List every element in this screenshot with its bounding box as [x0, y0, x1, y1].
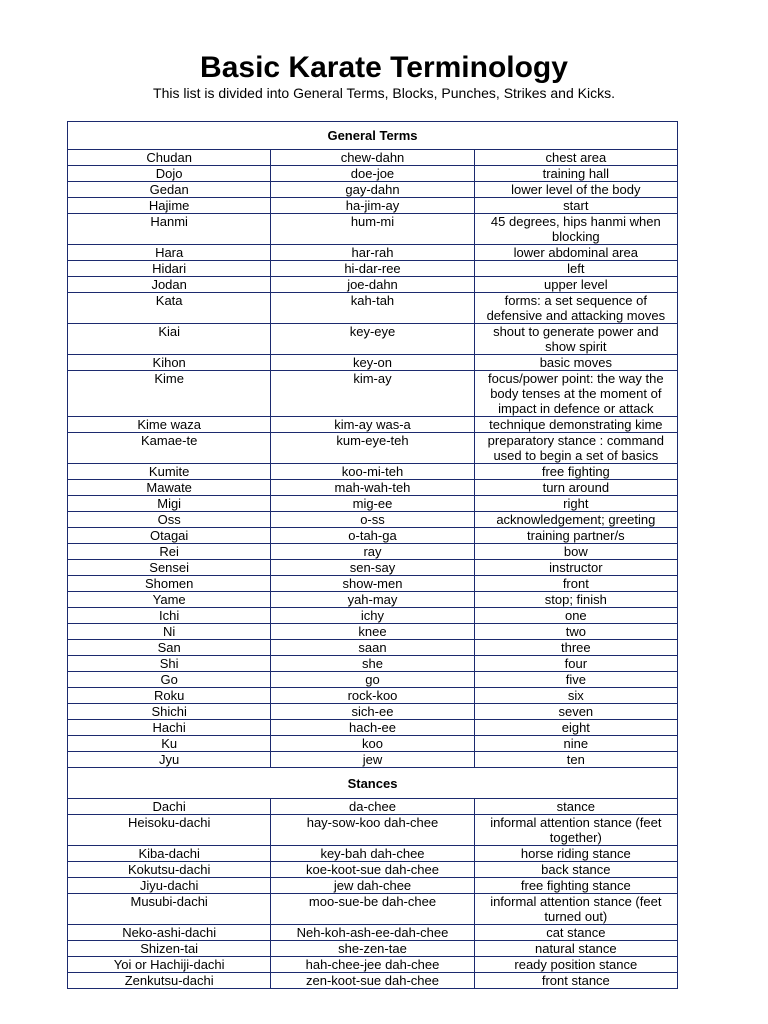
pronunciation-cell: rock-koo [271, 688, 474, 704]
pronunciation-cell: Neh-koh-ash-ee-dah-chee [271, 925, 474, 941]
meaning-cell: stance [474, 799, 677, 815]
table-row [68, 496, 678, 512]
table-row [68, 433, 678, 464]
meaning-cell: right [474, 496, 677, 512]
terminology-table [67, 121, 678, 989]
term-cell: Yame [68, 592, 271, 608]
pronunciation-cell: koe-koot-sue dah-chee [271, 862, 474, 878]
term-cell: Ku [68, 736, 271, 752]
term-cell: Jyu [68, 752, 271, 768]
meaning-cell: horse riding stance [474, 846, 677, 862]
meaning-cell: eight [474, 720, 677, 736]
table-row [68, 371, 678, 417]
term-cell: Dachi [68, 799, 271, 815]
pronunciation-cell: hum-mi [271, 214, 474, 245]
meaning-cell: turn around [474, 480, 677, 496]
pronunciation-cell: hah-chee-jee dah-chee [271, 957, 474, 973]
section-header-row [68, 768, 678, 799]
table-row [68, 640, 678, 656]
meaning-cell: technique demonstrating kime [474, 417, 677, 433]
table-row [68, 277, 678, 293]
meaning-cell: preparatory stance : command used to begin a set of basics [474, 433, 677, 464]
meaning-cell: acknowledgement; greeting [474, 512, 677, 528]
pronunciation-cell: kah-tah [271, 293, 474, 324]
pronunciation-cell: koo [271, 736, 474, 752]
pronunciation-cell: koo-mi-teh [271, 464, 474, 480]
term-cell: Migi [68, 496, 271, 512]
meaning-cell: free fighting [474, 464, 677, 480]
term-cell: Sensei [68, 560, 271, 576]
term-cell: Shomen [68, 576, 271, 592]
term-cell: Chudan [68, 150, 271, 166]
pronunciation-cell: kum-eye-teh [271, 433, 474, 464]
meaning-cell: three [474, 640, 677, 656]
table-row [68, 544, 678, 560]
term-cell: Kata [68, 293, 271, 324]
meaning-cell: training partner/s [474, 528, 677, 544]
meaning-cell: back stance [474, 862, 677, 878]
table-row [68, 576, 678, 592]
meaning-cell: four [474, 656, 677, 672]
term-cell: Hidari [68, 261, 271, 277]
term-cell: Jiyu-dachi [68, 878, 271, 894]
table-row [68, 480, 678, 496]
pronunciation-cell: zen-koot-sue dah-chee [271, 973, 474, 989]
pronunciation-cell: go [271, 672, 474, 688]
term-cell: Oss [68, 512, 271, 528]
pronunciation-cell: jew [271, 752, 474, 768]
pronunciation-cell: hay-sow-koo dah-chee [271, 815, 474, 846]
term-cell: Kokutsu-dachi [68, 862, 271, 878]
meaning-cell: forms: a set sequence of defensive and attacking moves [474, 293, 677, 324]
pronunciation-cell: ichy [271, 608, 474, 624]
table-row [68, 878, 678, 894]
table-row [68, 512, 678, 528]
meaning-cell: shout to generate power and show spirit [474, 324, 677, 355]
table-row [68, 973, 678, 989]
meaning-cell: instructor [474, 560, 677, 576]
pronunciation-cell: sen-say [271, 560, 474, 576]
table-row [68, 417, 678, 433]
pronunciation-cell: ha-jim-ay [271, 198, 474, 214]
pronunciation-cell: moo-sue-be dah-chee [271, 894, 474, 925]
meaning-cell: focus/power point: the way the body tenses at the moment of impact in defence or attack [474, 371, 677, 417]
meaning-cell: informal attention stance (feet turned out) [474, 894, 677, 925]
term-cell: Kamae-te [68, 433, 271, 464]
pronunciation-cell: mah-wah-teh [271, 480, 474, 496]
meaning-cell: left [474, 261, 677, 277]
pronunciation-cell: o-ss [271, 512, 474, 528]
pronunciation-cell: hach-ee [271, 720, 474, 736]
table-row [68, 293, 678, 324]
meaning-cell: basic moves [474, 355, 677, 371]
meaning-cell: six [474, 688, 677, 704]
term-cell: Otagai [68, 528, 271, 544]
meaning-cell: lower abdominal area [474, 245, 677, 261]
meaning-cell: informal attention stance (feet together) [474, 815, 677, 846]
pronunciation-cell: saan [271, 640, 474, 656]
table-row [68, 957, 678, 973]
pronunciation-cell: key-on [271, 355, 474, 371]
meaning-cell: front [474, 576, 677, 592]
table-row [68, 656, 678, 672]
section-heading: Stances [68, 768, 678, 799]
term-cell: Jodan [68, 277, 271, 293]
table-row [68, 245, 678, 261]
table-row [68, 182, 678, 198]
table-row [68, 846, 678, 862]
pronunciation-cell: da-chee [271, 799, 474, 815]
term-cell: Kihon [68, 355, 271, 371]
meaning-cell: start [474, 198, 677, 214]
meaning-cell: five [474, 672, 677, 688]
table-row [68, 355, 678, 371]
table-row [68, 799, 678, 815]
table-row [68, 862, 678, 878]
meaning-cell: upper level [474, 277, 677, 293]
pronunciation-cell: kim-ay [271, 371, 474, 417]
pronunciation-cell: chew-dahn [271, 150, 474, 166]
table-row [68, 464, 678, 480]
table-row [68, 752, 678, 768]
term-cell: Gedan [68, 182, 271, 198]
pronunciation-cell: doe-joe [271, 166, 474, 182]
term-cell: Hanmi [68, 214, 271, 245]
term-cell: Neko-ashi-dachi [68, 925, 271, 941]
pronunciation-cell: key-eye [271, 324, 474, 355]
pronunciation-cell: kim-ay was-a [271, 417, 474, 433]
term-cell: Roku [68, 688, 271, 704]
term-cell: Kiai [68, 324, 271, 355]
table-row [68, 894, 678, 925]
pronunciation-cell: yah-may [271, 592, 474, 608]
pronunciation-cell: har-rah [271, 245, 474, 261]
term-cell: Ichi [68, 608, 271, 624]
table-row [68, 704, 678, 720]
pronunciation-cell: jew dah-chee [271, 878, 474, 894]
meaning-cell: chest area [474, 150, 677, 166]
meaning-cell: seven [474, 704, 677, 720]
term-cell: Zenkutsu-dachi [68, 973, 271, 989]
term-cell: Go [68, 672, 271, 688]
table-row [68, 214, 678, 245]
meaning-cell: bow [474, 544, 677, 560]
term-cell: Kime waza [68, 417, 271, 433]
table-row [68, 198, 678, 214]
table-row [68, 720, 678, 736]
table-row [68, 941, 678, 957]
table-row [68, 560, 678, 576]
table-row [68, 166, 678, 182]
term-cell: Rei [68, 544, 271, 560]
pronunciation-cell: sich-ee [271, 704, 474, 720]
table-row [68, 736, 678, 752]
page-subtitle: This list is divided into General Terms, Blocks, Punches, Strikes and Kicks. [153, 85, 615, 101]
meaning-cell: stop; finish [474, 592, 677, 608]
term-cell: Shichi [68, 704, 271, 720]
section-heading: General Terms [68, 122, 678, 150]
pronunciation-cell: o-tah-ga [271, 528, 474, 544]
pronunciation-cell: she [271, 656, 474, 672]
meaning-cell: natural stance [474, 941, 677, 957]
pronunciation-cell: show-men [271, 576, 474, 592]
term-cell: Hachi [68, 720, 271, 736]
pronunciation-cell: ray [271, 544, 474, 560]
pronunciation-cell: joe-dahn [271, 277, 474, 293]
table-row [68, 672, 678, 688]
pronunciation-cell: hi-dar-ree [271, 261, 474, 277]
term-cell: Kime [68, 371, 271, 417]
term-cell: Yoi or Hachiji-dachi [68, 957, 271, 973]
term-cell: Kiba-dachi [68, 846, 271, 862]
page-title: Basic Karate Terminology [200, 51, 568, 84]
table-row [68, 925, 678, 941]
meaning-cell: 45 degrees, hips hanmi when blocking [474, 214, 677, 245]
pronunciation-cell: key-bah dah-chee [271, 846, 474, 862]
meaning-cell: cat stance [474, 925, 677, 941]
meaning-cell: free fighting stance [474, 878, 677, 894]
pronunciation-cell: gay-dahn [271, 182, 474, 198]
pronunciation-cell: knee [271, 624, 474, 640]
term-cell: Shi [68, 656, 271, 672]
term-cell: Dojo [68, 166, 271, 182]
table-row [68, 688, 678, 704]
table-row [68, 815, 678, 846]
term-cell: Kumite [68, 464, 271, 480]
meaning-cell: lower level of the body [474, 182, 677, 198]
table-row [68, 150, 678, 166]
term-cell: Musubi-dachi [68, 894, 271, 925]
table-row [68, 592, 678, 608]
term-cell: Mawate [68, 480, 271, 496]
term-cell: Hajime [68, 198, 271, 214]
table-row [68, 624, 678, 640]
section-header-row [68, 122, 678, 150]
meaning-cell: one [474, 608, 677, 624]
term-cell: Ni [68, 624, 271, 640]
table-row [68, 528, 678, 544]
meaning-cell: ten [474, 752, 677, 768]
table-row [68, 261, 678, 277]
term-cell: San [68, 640, 271, 656]
meaning-cell: ready position stance [474, 957, 677, 973]
table-row [68, 608, 678, 624]
table-row [68, 324, 678, 355]
pronunciation-cell: she-zen-tae [271, 941, 474, 957]
term-cell: Heisoku-dachi [68, 815, 271, 846]
term-cell: Shizen-tai [68, 941, 271, 957]
meaning-cell: nine [474, 736, 677, 752]
term-cell: Hara [68, 245, 271, 261]
pronunciation-cell: mig-ee [271, 496, 474, 512]
meaning-cell: front stance [474, 973, 677, 989]
meaning-cell: training hall [474, 166, 677, 182]
meaning-cell: two [474, 624, 677, 640]
